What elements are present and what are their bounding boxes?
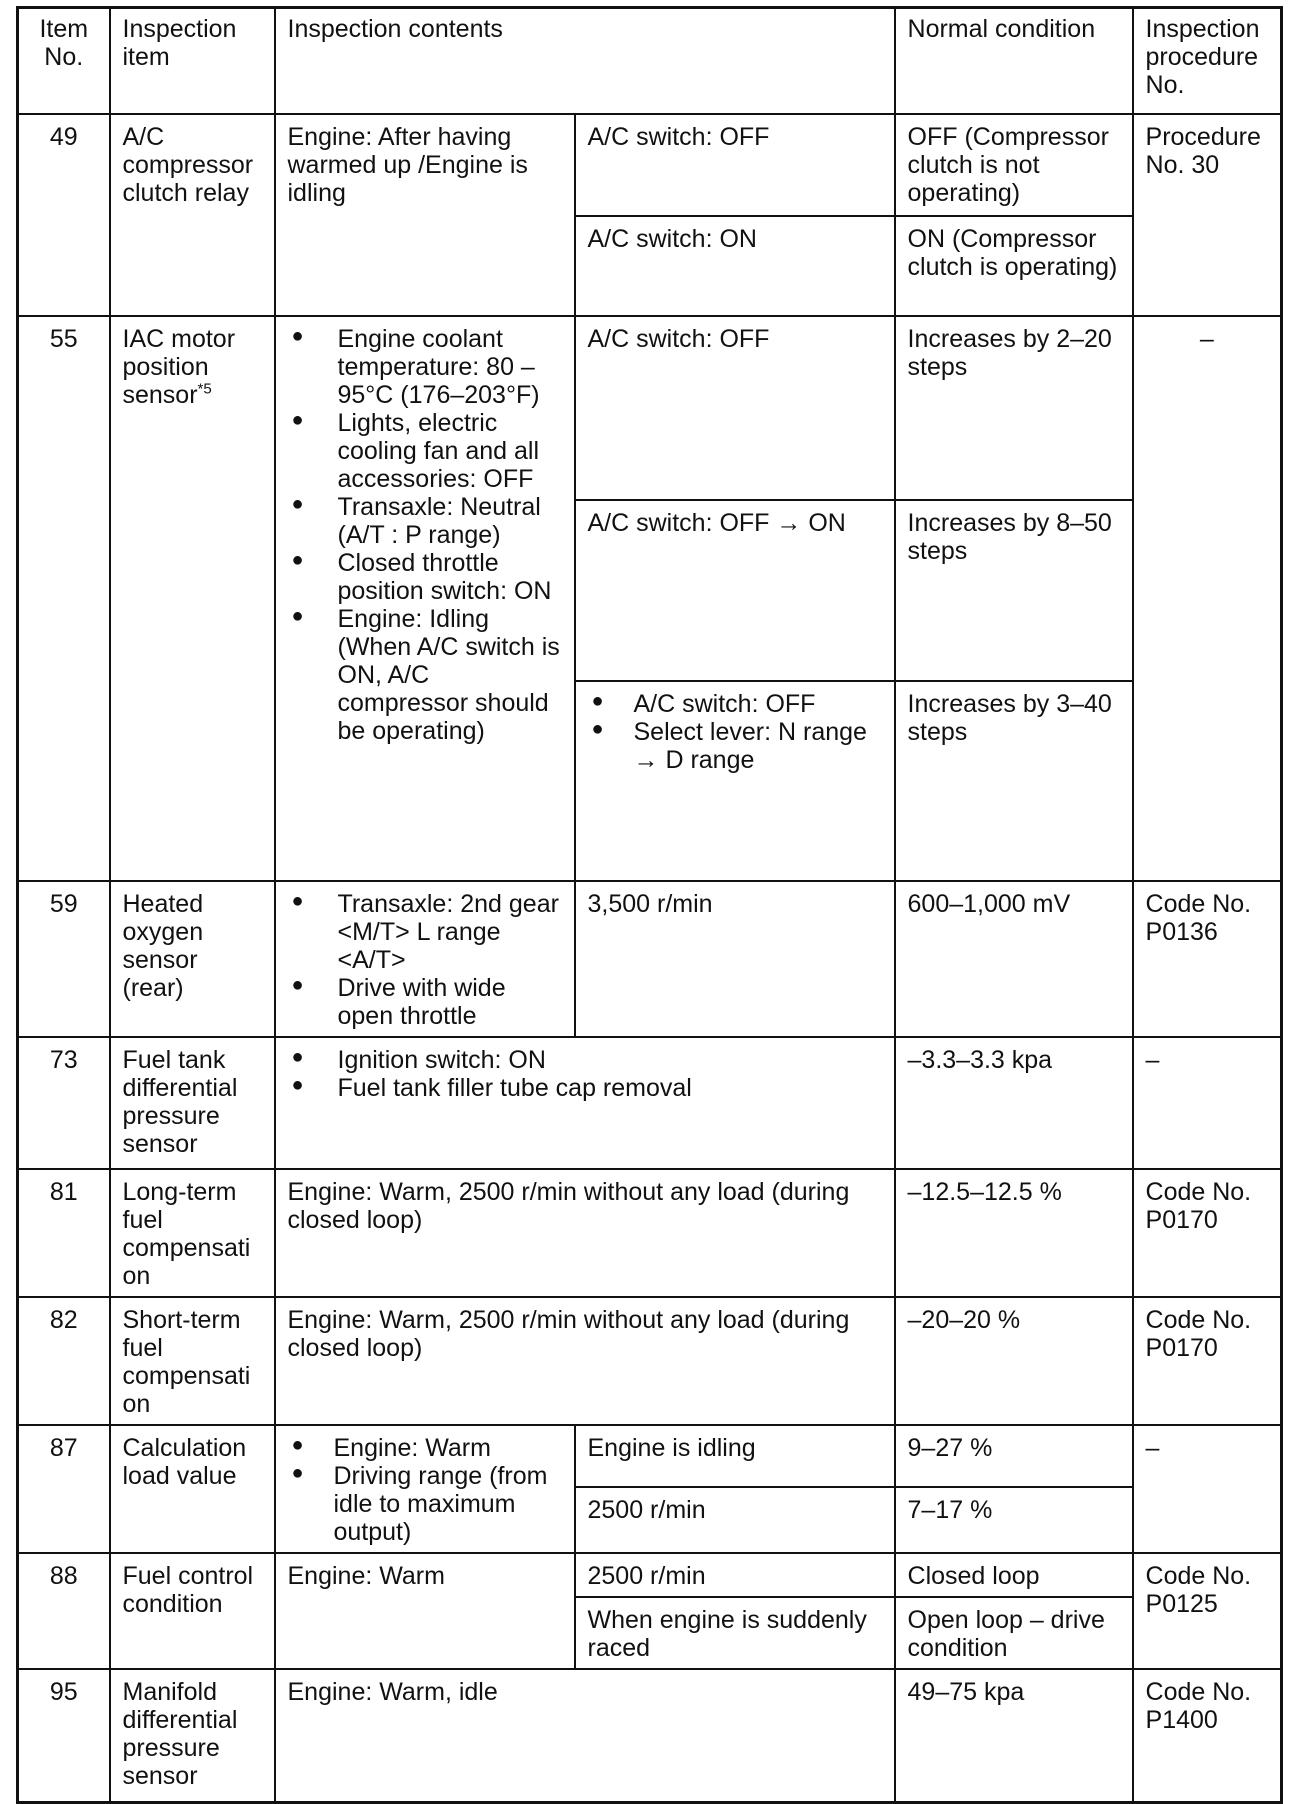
condition: A/C switch: OFF bbox=[575, 114, 895, 216]
header-inspection-item: Inspection item bbox=[110, 8, 275, 114]
list-item: ● Transaxle: 2nd gear <M/T> L range <A/T> bbox=[288, 890, 562, 974]
inspection-contents bbox=[275, 1037, 895, 1169]
normal-condition: 7–17 % bbox=[895, 1487, 1133, 1552]
inspection-contents bbox=[275, 881, 575, 1037]
item-no: 95 bbox=[18, 1669, 110, 1803]
list-item: ● A/C switch: OFF bbox=[588, 690, 882, 718]
normal-condition: 49–75 kpa bbox=[895, 1669, 1133, 1803]
inspection-contents bbox=[275, 1425, 575, 1553]
normal-condition: Open loop – drive condition bbox=[895, 1597, 1133, 1669]
inspection-contents: Engine: Warm, 2500 r/min without any load (during closed loop) bbox=[275, 1297, 895, 1425]
list-item: ● Engine coolant temperature: 80 – 95°C (176–203°F) bbox=[288, 325, 562, 409]
header-inspection-contents: Inspection contents bbox=[275, 8, 895, 114]
normal-condition: OFF (Compressor clutch is not operating) bbox=[895, 114, 1133, 216]
condition: Engine is idling bbox=[575, 1425, 895, 1488]
header-normal-condition: Normal condition bbox=[895, 8, 1133, 114]
normal-condition: –12.5–12.5 % bbox=[895, 1169, 1133, 1297]
item-no: 88 bbox=[18, 1553, 110, 1669]
header-procedure-no: Inspection procedure No. bbox=[1133, 8, 1282, 114]
procedure-no: – bbox=[1133, 1425, 1282, 1553]
item-no: 55 bbox=[18, 316, 110, 881]
list-item: ● Fuel tank filler tube cap removal bbox=[288, 1074, 882, 1102]
condition: 3,500 r/min bbox=[575, 881, 895, 1037]
item-text: IAC motor position sensor bbox=[122, 324, 236, 409]
table-row bbox=[18, 114, 1282, 216]
inspection-table bbox=[16, 6, 1283, 1804]
inspection-contents: Engine: After having warmed up /Engine is idling bbox=[275, 114, 575, 316]
procedure-no: Procedure No. 30 bbox=[1133, 114, 1282, 316]
normal-condition: ON (Compressor clutch is operating) bbox=[895, 216, 1133, 316]
inspection-item: Long-term fuel compensation bbox=[110, 1169, 275, 1297]
item-no: 87 bbox=[18, 1425, 110, 1553]
table-row bbox=[18, 1553, 1282, 1597]
inspection-item bbox=[110, 316, 275, 881]
item-no: 59 bbox=[18, 881, 110, 1037]
table-row bbox=[18, 1037, 1282, 1169]
normal-condition: Increases by 8–50 steps bbox=[895, 500, 1133, 681]
normal-condition: –3.3–3.3 kpa bbox=[895, 1037, 1133, 1169]
inspection-contents: Engine: Warm bbox=[275, 1553, 575, 1669]
table-row bbox=[18, 881, 1282, 1037]
item-no: 82 bbox=[18, 1297, 110, 1425]
condition: A/C switch: OFF bbox=[575, 316, 895, 500]
procedure-no: Code No. P0170 bbox=[1133, 1297, 1282, 1425]
normal-condition: Increases by 3–40 steps bbox=[895, 681, 1133, 881]
inspection-item: Manifold differential pressure sensor bbox=[110, 1669, 275, 1803]
condition: A/C switch: OFF → ON bbox=[575, 500, 895, 681]
normal-condition: 9–27 % bbox=[895, 1425, 1133, 1488]
normal-condition: –20–20 % bbox=[895, 1297, 1133, 1425]
normal-condition: 600–1,000 mV bbox=[895, 881, 1133, 1037]
table-row bbox=[18, 1169, 1282, 1297]
inspection-item: Heated oxygen sensor (rear) bbox=[110, 881, 275, 1037]
inspection-item: Fuel tank differential pressure sensor bbox=[110, 1037, 275, 1169]
normal-condition: Closed loop bbox=[895, 1553, 1133, 1597]
procedure-no: Code No. P0136 bbox=[1133, 881, 1282, 1037]
normal-condition: Increases by 2–20 steps bbox=[895, 316, 1133, 500]
list-item: ● Transaxle: Neutral (A/T : P range) bbox=[288, 493, 562, 549]
inspection-item: A/C compressor clutch relay bbox=[110, 114, 275, 316]
condition: 2500 r/min bbox=[575, 1553, 895, 1597]
table-row bbox=[18, 1297, 1282, 1425]
procedure-no: – bbox=[1133, 316, 1282, 881]
item-no: 81 bbox=[18, 1169, 110, 1297]
inspection-item: Fuel control condition bbox=[110, 1553, 275, 1669]
procedure-no: Code No. P0125 bbox=[1133, 1553, 1282, 1669]
condition: A/C switch: ON bbox=[575, 216, 895, 316]
list-item: ● Ignition switch: ON bbox=[288, 1046, 882, 1074]
condition: 2500 r/min bbox=[575, 1487, 895, 1552]
table-row bbox=[18, 1669, 1282, 1803]
list-item: ● Engine: Warm bbox=[288, 1434, 562, 1462]
procedure-no: Code No. P0170 bbox=[1133, 1169, 1282, 1297]
list-item: ● Select lever: N range → D range bbox=[588, 718, 882, 774]
condition bbox=[575, 681, 895, 881]
list-item: ● Driving range (from idle to maximum output) bbox=[288, 1462, 562, 1546]
list-item: ● Closed throttle position switch: ON bbox=[288, 549, 562, 605]
inspection-contents bbox=[275, 316, 575, 881]
table-row bbox=[18, 316, 1282, 500]
item-no: 49 bbox=[18, 114, 110, 316]
inspection-item: Short-term fuel compensation bbox=[110, 1297, 275, 1425]
procedure-no: – bbox=[1133, 1037, 1282, 1169]
inspection-item: Calculation load value bbox=[110, 1425, 275, 1553]
header-row bbox=[18, 8, 1282, 114]
procedure-no: Code No. P1400 bbox=[1133, 1669, 1282, 1803]
header-item-no: Item No. bbox=[18, 8, 110, 114]
list-item: ● Drive with wide open throttle bbox=[288, 974, 562, 1030]
table-row bbox=[18, 1425, 1282, 1488]
condition: When engine is suddenly raced bbox=[575, 1597, 895, 1669]
list-item: ● Lights, electric cooling fan and all accessories: OFF bbox=[288, 409, 562, 493]
item-no: 73 bbox=[18, 1037, 110, 1169]
list-item: ● Engine: Idling (When A/C switch is ON, A/C compressor should be operating) bbox=[288, 605, 562, 745]
footnote-marker: *5 bbox=[197, 380, 212, 398]
inspection-contents: Engine: Warm, 2500 r/min without any load (during closed loop) bbox=[275, 1169, 895, 1297]
inspection-contents: Engine: Warm, idle bbox=[275, 1669, 895, 1803]
